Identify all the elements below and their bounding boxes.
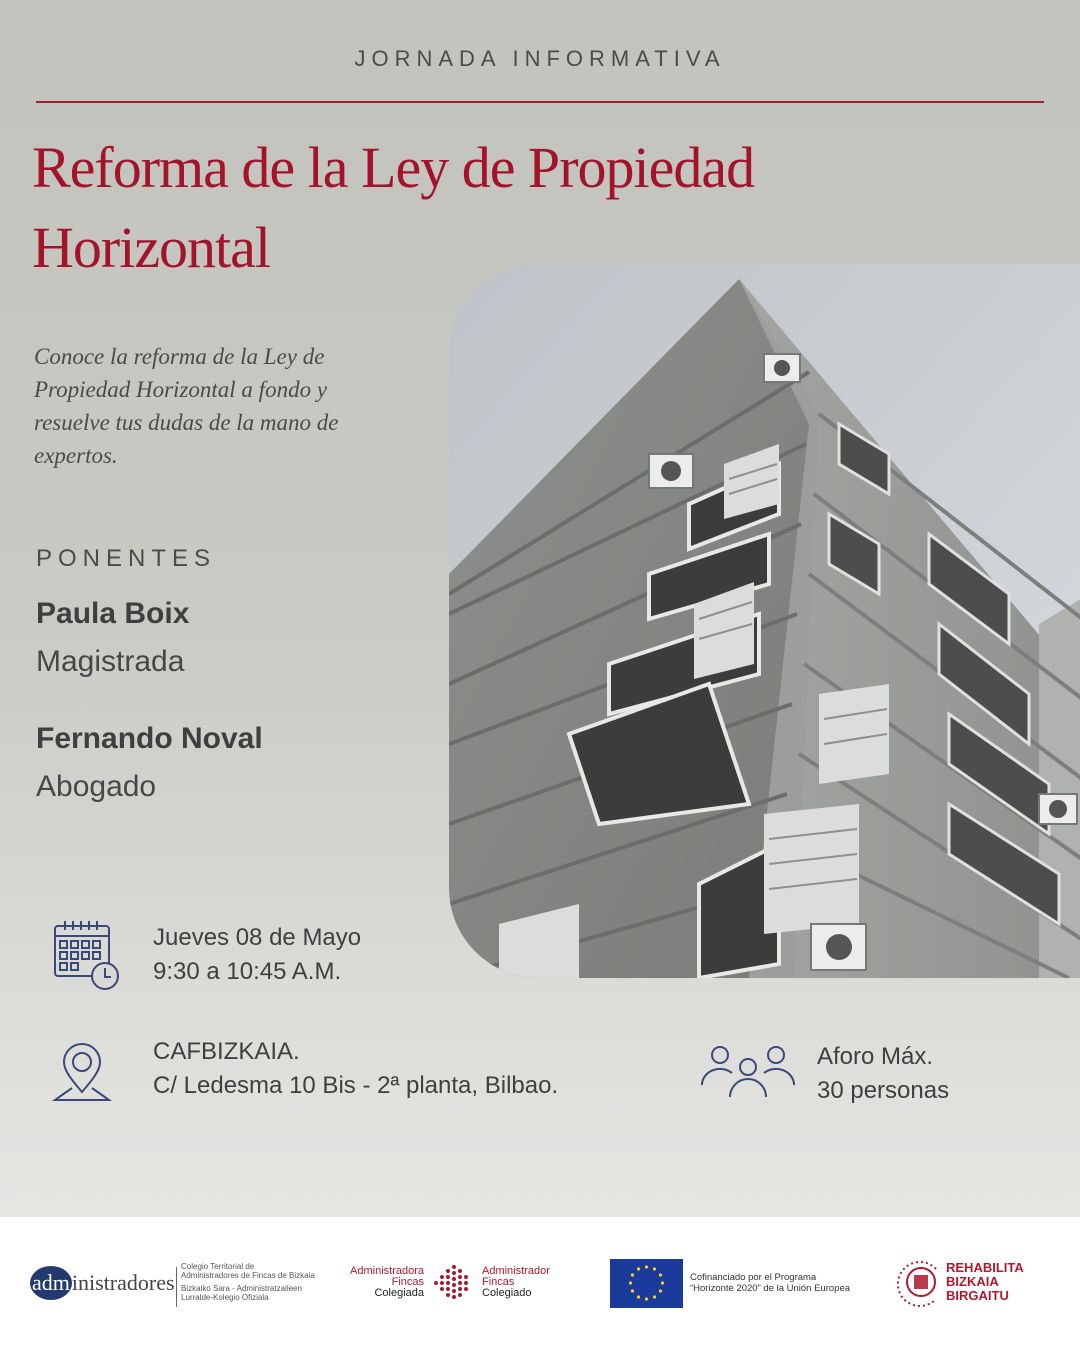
event-time: 9:30 a 10:45 A.M. bbox=[153, 958, 342, 985]
header-divider bbox=[36, 101, 1044, 103]
rehabilita-mark-icon bbox=[896, 1257, 946, 1309]
speakers-heading: PONENTES bbox=[36, 545, 217, 572]
rehab-line-3: BIRGAITU bbox=[946, 1288, 1009, 1303]
sponsors-footer bbox=[0, 1217, 1080, 1350]
calendar-clock-icon bbox=[53, 920, 121, 992]
eu-cofinancing-text bbox=[690, 1272, 850, 1294]
afc-right-2: Fincas bbox=[482, 1276, 515, 1288]
logo-divider bbox=[176, 1267, 177, 1307]
event-datetime bbox=[153, 921, 361, 989]
event-date: Jueves 08 de Mayo bbox=[153, 924, 362, 951]
rehab-line-2: BIZKAIA bbox=[946, 1274, 999, 1289]
colegio-line-4: Lurralde-Kolegio Ofiziala bbox=[181, 1293, 269, 1302]
title-line-1: Reforma de la Ley de Propiedad bbox=[32, 135, 755, 200]
speaker-role-2: Abogado bbox=[36, 770, 157, 803]
afc-left-3: Colegiada bbox=[374, 1287, 424, 1299]
event-capacity bbox=[817, 1040, 949, 1108]
title-line-2: Horizontal bbox=[32, 215, 271, 280]
afc-left-2: Fincas bbox=[391, 1276, 424, 1288]
afc-right-1: Administrador bbox=[482, 1265, 550, 1277]
rehab-line-1: REHABILITA bbox=[946, 1260, 1024, 1275]
intro-line-3: resuelve tus dudas de la mano de bbox=[34, 410, 339, 435]
people-group-icon bbox=[700, 1043, 796, 1099]
building-photo bbox=[449, 264, 1080, 978]
event-location bbox=[153, 1035, 673, 1103]
event-venue: CAFBIZKAIA. bbox=[153, 1038, 300, 1065]
logo-brand-rest: inistradores bbox=[71, 1270, 175, 1295]
eu-line-2: “Horizonte 2020” de la Unión Europea bbox=[690, 1283, 851, 1294]
administradores-logo bbox=[30, 1266, 175, 1300]
colegio-line-2: Administradores de Fincas de Bizkaia bbox=[181, 1271, 315, 1280]
map-pin-icon bbox=[52, 1042, 112, 1104]
intro-line-2: Propiedad Horizontal a fondo y bbox=[34, 377, 328, 402]
administradora-fincas-logo bbox=[334, 1266, 424, 1299]
capacity-value: 30 personas bbox=[817, 1077, 950, 1104]
dot-grid-mark-icon bbox=[432, 1263, 472, 1303]
intro-text bbox=[34, 340, 404, 472]
capacity-label: Aforo Máx. bbox=[817, 1043, 934, 1070]
speaker-name-1: Paula Boix bbox=[36, 597, 190, 630]
rehabilita-bizkaia-text bbox=[946, 1261, 1024, 1303]
event-address: C/ Ledesma 10 Bis - 2ª planta, Bilbao. bbox=[153, 1072, 559, 1099]
speaker-name-2: Fernando Noval bbox=[36, 722, 263, 755]
afc-left-1: Administradora bbox=[350, 1265, 424, 1277]
eu-flag-icon bbox=[610, 1259, 683, 1308]
colegio-line-3: Bizkaiko Sara - Administratzaileen bbox=[181, 1284, 302, 1293]
intro-line-4: expertos. bbox=[34, 443, 118, 468]
speaker-role-1: Magistrada bbox=[36, 645, 185, 678]
colegio-line-1: Colegio Territorial de bbox=[181, 1262, 255, 1271]
colegio-text bbox=[181, 1262, 315, 1302]
logo-adm-mark: adm bbox=[30, 1266, 72, 1300]
event-kicker: JORNADA INFORMATIVA bbox=[354, 46, 726, 71]
administrador-fincas-text bbox=[482, 1266, 550, 1299]
intro-line-1: Conoce la reforma de la Ley de bbox=[34, 344, 325, 369]
eu-line-1: Cofinanciado por el Programa bbox=[690, 1272, 817, 1283]
afc-right-3: Colegiado bbox=[482, 1287, 532, 1299]
